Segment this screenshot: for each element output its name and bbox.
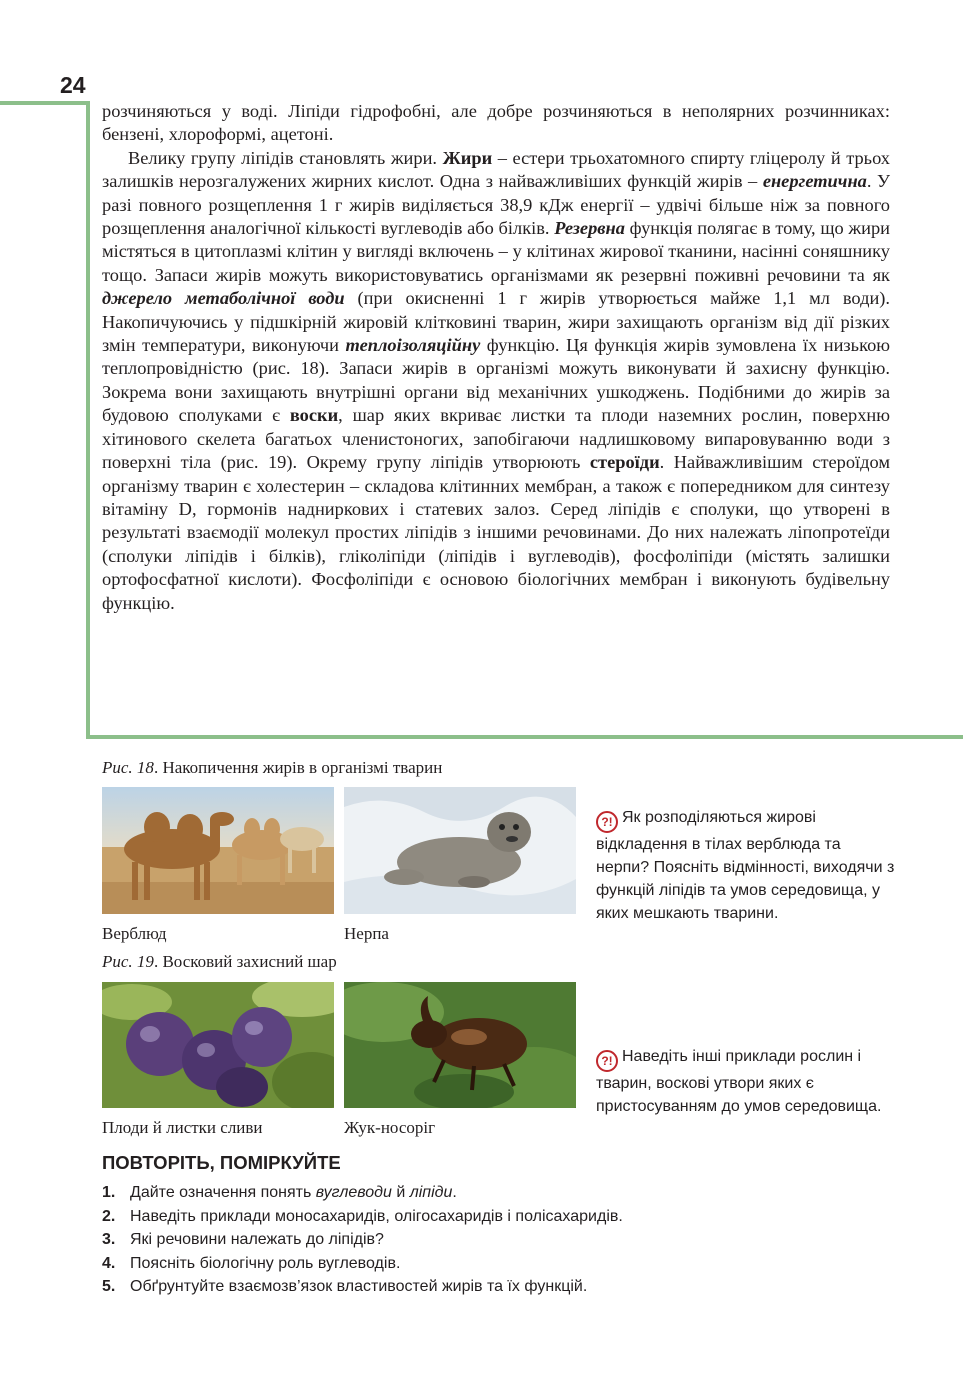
margin-rule-top [0, 101, 90, 105]
paragraph-1: розчиняються у воді. Ліпіди гідрофобні, але добре розчиняються в неполярних розчинниках: бензені, хлороформі, ацетоні. [102, 101, 890, 145]
seal-label: Нерпа [344, 924, 389, 943]
beetle-label: Жук-носоріг [344, 1118, 436, 1137]
question-box-1 [596, 806, 896, 925]
figure-18-caption [102, 758, 442, 778]
review-item-text: Які речовини належать до ліпідів? [130, 1231, 384, 1248]
main-text [102, 100, 890, 615]
question-icon: ?! [596, 1050, 618, 1072]
figure-19-caption [102, 952, 337, 972]
paragraph-2: Велику групу ліпідів становлять жири. Жири – естери трьохатомного спирту гліцеролу й трьох залишків нерозгалужених жирних кислот. Одна з найважливіших функцій жирів – енергетична. У разі повного розщеплення 1 г жирів виділяється 38,9 кДж енергії – удвічі більше ніж за повного розщеплення аналогічної кількості вуглеводів або білків. Резервна функція полягає в тому, що жири містяться в цитоплазмі клітин у вигляді включень – у клітинах жирової тканини, насінні соняшнику тощо. Запаси жирів можуть використовуватись організмами як резервні поживні речовини та як джерело метаболічної води (при окисненні 1 г жирів утворюється майже 1,1 мл води). Накопичуючись у підшкірній жировій клітковині тварин, жири захищають організм від дії різких змін температури, виконуючи теплоізоляційну функцію. Ця функція жирів зумовлена їх низькою теплопровідністю (рис. 18). Запаси жирів в організмі можуть виконувати й захисну функцію. Зокрема вони захищають внутрішні органи від механічних ушкоджень. Подібними до жирів за будовою сполуками є воски, шар яких вкриває листки та плоди наземних рослин, поверхню хітинового скелета багатьох членистоногих, запобігаючи надлишковому випаровуванню води з поверхні тіла (рис. 19). Окрему групу ліпідів утворюють стероїди. Найважливішим стероїдом організму тварин є холестерин – складова клітинних мембран, а також є попередником для синтезу вітаміну D, гормонів надниркових і статевих залоз. Серед ліпідів є сполуки, що утворені в результаті взаємодії молекул простих ліпідів з іншими речовинами. До них належать ліпопротеїди (сполуки ліпідів і білків), гліколіпіди (ліпідів і вуглеводів), фосфоліпіди (містять залишки ортофосфатної кислоти). Фосфоліпіди є основою біологічних мембран і виконують будівельну функцію. [102, 147, 891, 613]
margin-rule-bottom [86, 735, 963, 739]
review-item [102, 1275, 623, 1299]
review-list [102, 1181, 623, 1299]
camel-photo [102, 787, 334, 914]
review-item-text: Поясніть біологічну роль вуглеводів. [130, 1254, 401, 1272]
figure-19-label: Рис. 19 [102, 952, 154, 971]
review-item [102, 1181, 623, 1205]
review-number: 2. [102, 1207, 116, 1225]
figure-18-label: Рис. 18 [102, 758, 154, 777]
review-item [102, 1228, 623, 1252]
figure-18-caption-text: . Накопичення жирів в організмі тварин [153, 758, 443, 777]
seal-photo [344, 787, 576, 914]
review-number: 1. [102, 1184, 116, 1201]
review-number: 3. [102, 1231, 116, 1248]
question-box-2 [596, 1045, 896, 1118]
figure-19-caption-text: . Восковий захисний шар [153, 952, 337, 971]
question-2-text: Наведіть інші приклади рослин і тварин, воскові утвори яких є пристосуванням до умов середовища. [596, 1048, 882, 1115]
plum-label: Плоди й листки сливи [102, 1118, 263, 1137]
review-item [102, 1252, 623, 1276]
beetle-photo [344, 982, 576, 1108]
plum-photo [102, 982, 334, 1108]
review-number: 4. [102, 1254, 116, 1272]
review-item-text: Дайте означення понять вуглеводи й ліпіди. [130, 1184, 457, 1201]
question-1-text: Як розподіляються жирові відкладення в тілах верблюда та нерпи? Поясніть відмінності, виходячи з функцій ліпідів та умов середовища, у яких мешкають тварини. [596, 809, 895, 922]
page-number: 24 [60, 72, 86, 98]
review-item-text: Наведіть приклади моносахаридів, олігосахаридів і полісахаридів. [130, 1207, 623, 1225]
review-heading: ПОВТОРІТЬ, ПОМІРКУЙТЕ [102, 1152, 341, 1173]
review-number: 5. [102, 1278, 116, 1295]
question-icon: ?! [596, 811, 618, 833]
review-item-text: Обґрунтуйте взаємозв’язок властивостей жирів та їх функцій. [130, 1278, 588, 1295]
margin-rule-vertical [86, 101, 90, 739]
review-item [102, 1205, 623, 1229]
camel-label: Верблюд [102, 924, 167, 943]
